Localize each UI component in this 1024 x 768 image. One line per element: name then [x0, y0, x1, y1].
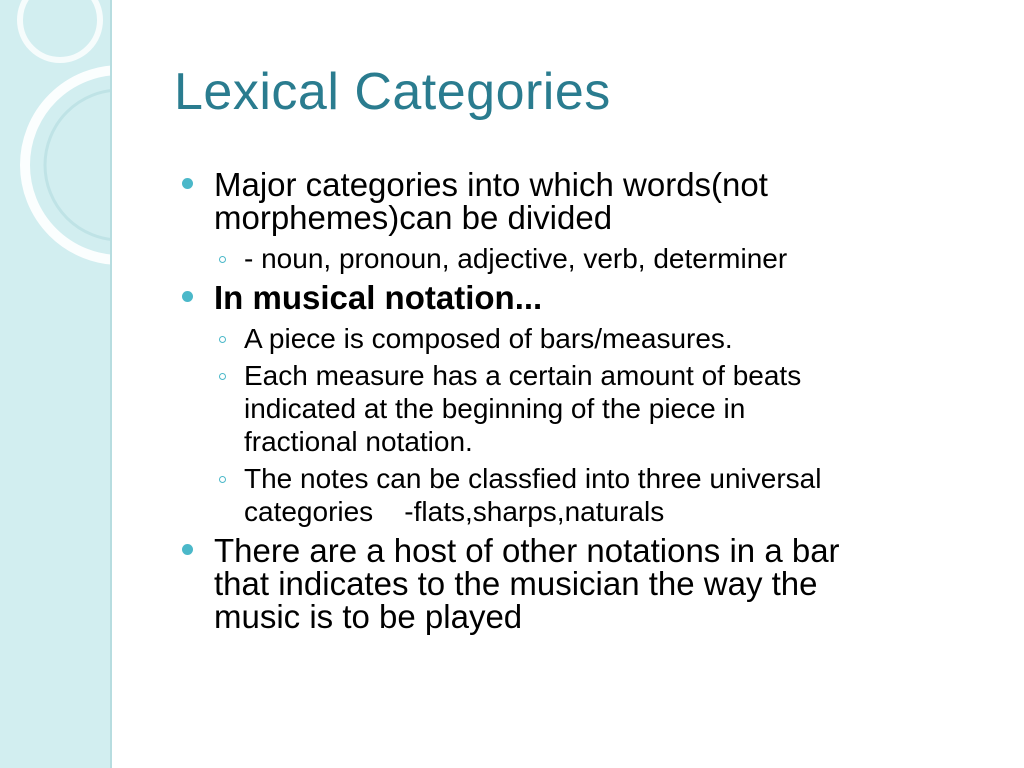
bullet-line: fractional notation.: [244, 426, 473, 457]
decorative-side-band: [0, 0, 112, 768]
bullet-line: Major categories into which words(not: [214, 166, 768, 203]
bullet-item: [186, 534, 986, 633]
bullet-dot-icon: [182, 291, 193, 302]
bullet-item: [186, 168, 986, 234]
sub-bullet-item: [186, 322, 986, 355]
sub-bullet-item: [186, 359, 986, 458]
bullet-line: morphemes)can be divided: [214, 199, 613, 236]
band-edge-line: [110, 0, 112, 768]
sub-bullet-item: [186, 462, 986, 528]
bullet-line: A piece is composed of bars/measures.: [244, 323, 733, 354]
bullet-dot-icon: [182, 544, 193, 555]
slide-body: [186, 168, 986, 641]
slide-title: Lexical Categories: [174, 63, 611, 121]
bullet-line: music is to be played: [214, 598, 523, 635]
decorative-circles: [0, 0, 112, 768]
bullet-ring-icon: [219, 336, 226, 343]
bullet-ring-icon: [219, 476, 226, 483]
bullet-item: [186, 281, 986, 314]
bullet-ring-icon: [219, 256, 226, 263]
sub-bullet-item: [186, 242, 986, 275]
bullet-line: that indicates to the musician the way the: [214, 565, 818, 602]
bullet-dot-icon: [182, 178, 193, 189]
bullet-line: Each measure has a certain amount of beats: [244, 360, 802, 391]
bullet-line: In musical notation...: [214, 279, 543, 316]
bullet-line: - noun, pronoun, adjective, verb, determiner: [244, 243, 788, 274]
bullet-line: The notes can be classfied into three universal: [244, 463, 822, 494]
bullet-line: There are a host of other notations in a bar: [214, 532, 840, 569]
bullet-line: categories -flats,sharps,naturals: [244, 496, 665, 527]
bullet-ring-icon: [219, 373, 226, 380]
bullet-line: indicated at the beginning of the piece in: [244, 393, 746, 424]
